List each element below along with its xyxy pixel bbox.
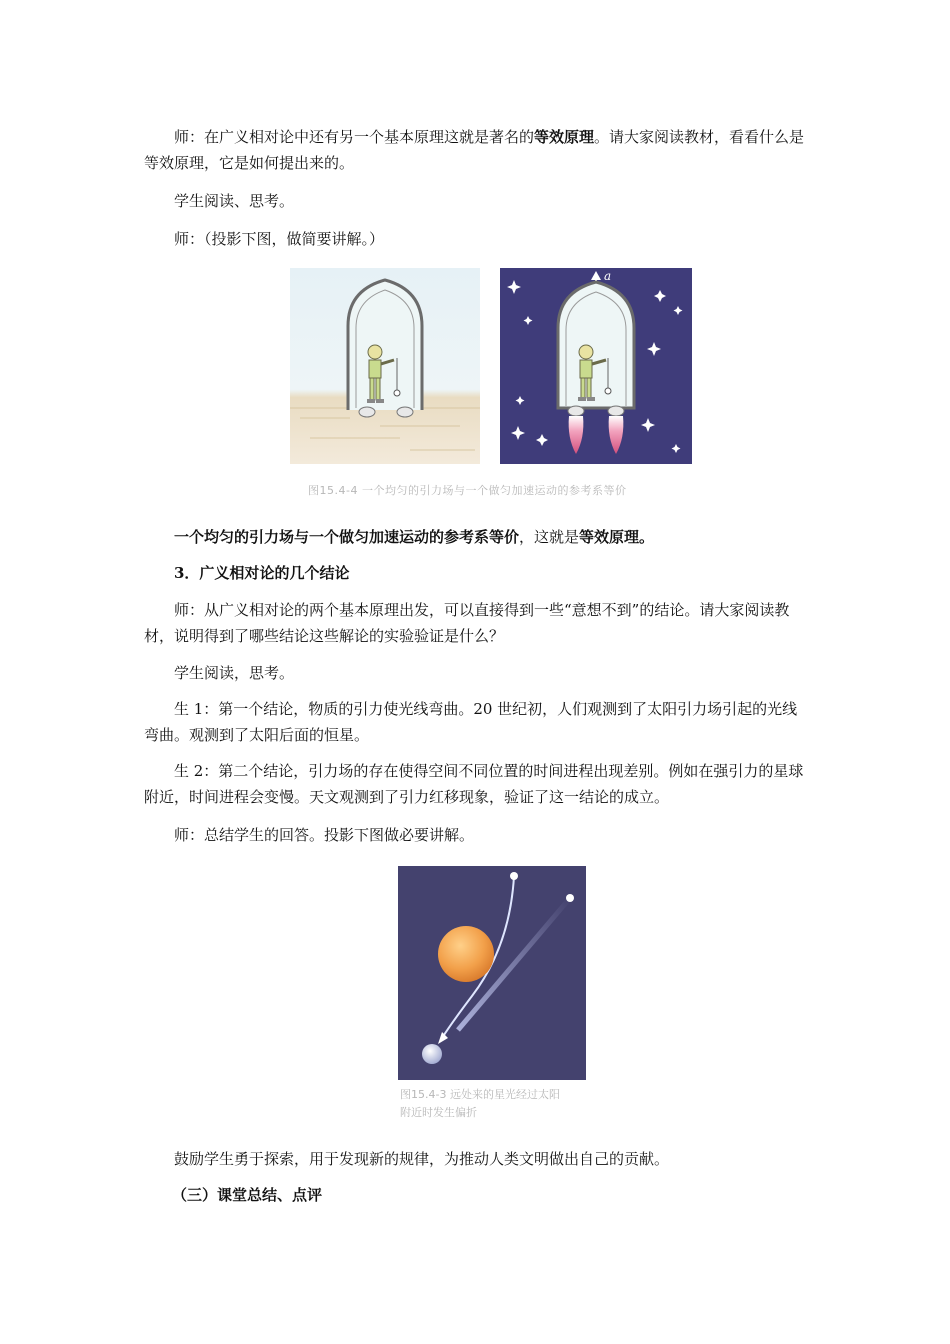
paragraph-teacher-conclusions: 师：从广义相对论的两个基本原理出发，可以直接得到一些“意想不到”的结论。请大家阅读教材，说明得到了哪些结论这些解论的实验验证是什么？ [144,601,790,645]
figure-caption-line1: 图15.4-3 远处来的星光经过太阳 [400,1088,560,1101]
section-heading-conclusions: 3．广义相对论的几个结论 [174,564,350,582]
bold-statement: 一个均匀的引力场与一个做匀加速运动的参考系等价 [174,528,520,546]
figure-caption-line2: 附近时发生偏折 [400,1106,477,1119]
earth-panel [290,268,480,464]
acceleration-label: a [604,269,612,283]
bold-term: 等效原理。 [579,528,655,546]
figure-equivalence-principle [290,268,692,500]
paragraph-teacher-intro [144,124,808,176]
flame-right [609,416,624,454]
figure-caption: 图15.4-4 一个均匀的引力场与一个做匀加速运动的参考系等价 [308,484,627,497]
flame-left [569,416,584,454]
text: 师：在广义相对论中还有另一个基本原理这就是著名的 [174,128,535,146]
space-panel [500,268,692,464]
paragraph-teacher-projection: 师：（投影下图，做简要讲解。） [174,230,385,248]
text: 。请大家阅读教材，看看什么是等效原理，它是如何提出来的。 [144,128,805,172]
paragraph-students-think: 学生阅读，思考。 [174,664,295,682]
paragraph-encourage: 鼓励学生勇于探索，用于发现新的规律，为推动人类文明做出自己的贡献。 [174,1150,670,1168]
paragraph-student-1: 生 1：第一个结论，物质的引力使光线弯曲。20 世纪初，人们观测到了太阳引力场引起的光线弯曲。观测到了太阳后面的恒星。 [144,700,798,744]
section-heading-summary: （三）课堂总结、点评 [172,1186,323,1204]
bold-term: 等效原理 [534,128,595,146]
paragraph-teacher-summary: 师：总结学生的回答。投影下图做必要讲解。 [174,826,475,844]
paragraph-equivalence-statement [144,524,808,550]
figure-light-deflection [398,866,588,1136]
earth [422,1044,442,1064]
sun [438,926,494,982]
paragraph-students-read: 学生阅读、思考。 [174,192,295,210]
text: ，这就是 [519,528,580,546]
paragraph-student-2: 生 2：第二个结论，引力场的存在使得空间不同位置的时间进程出现差别。例如在强引力的星球附近，时间进程会变慢。天文观测到了引力红移现象，验证了这一结论的成立。 [144,762,804,806]
deflection-panel [398,866,586,1080]
